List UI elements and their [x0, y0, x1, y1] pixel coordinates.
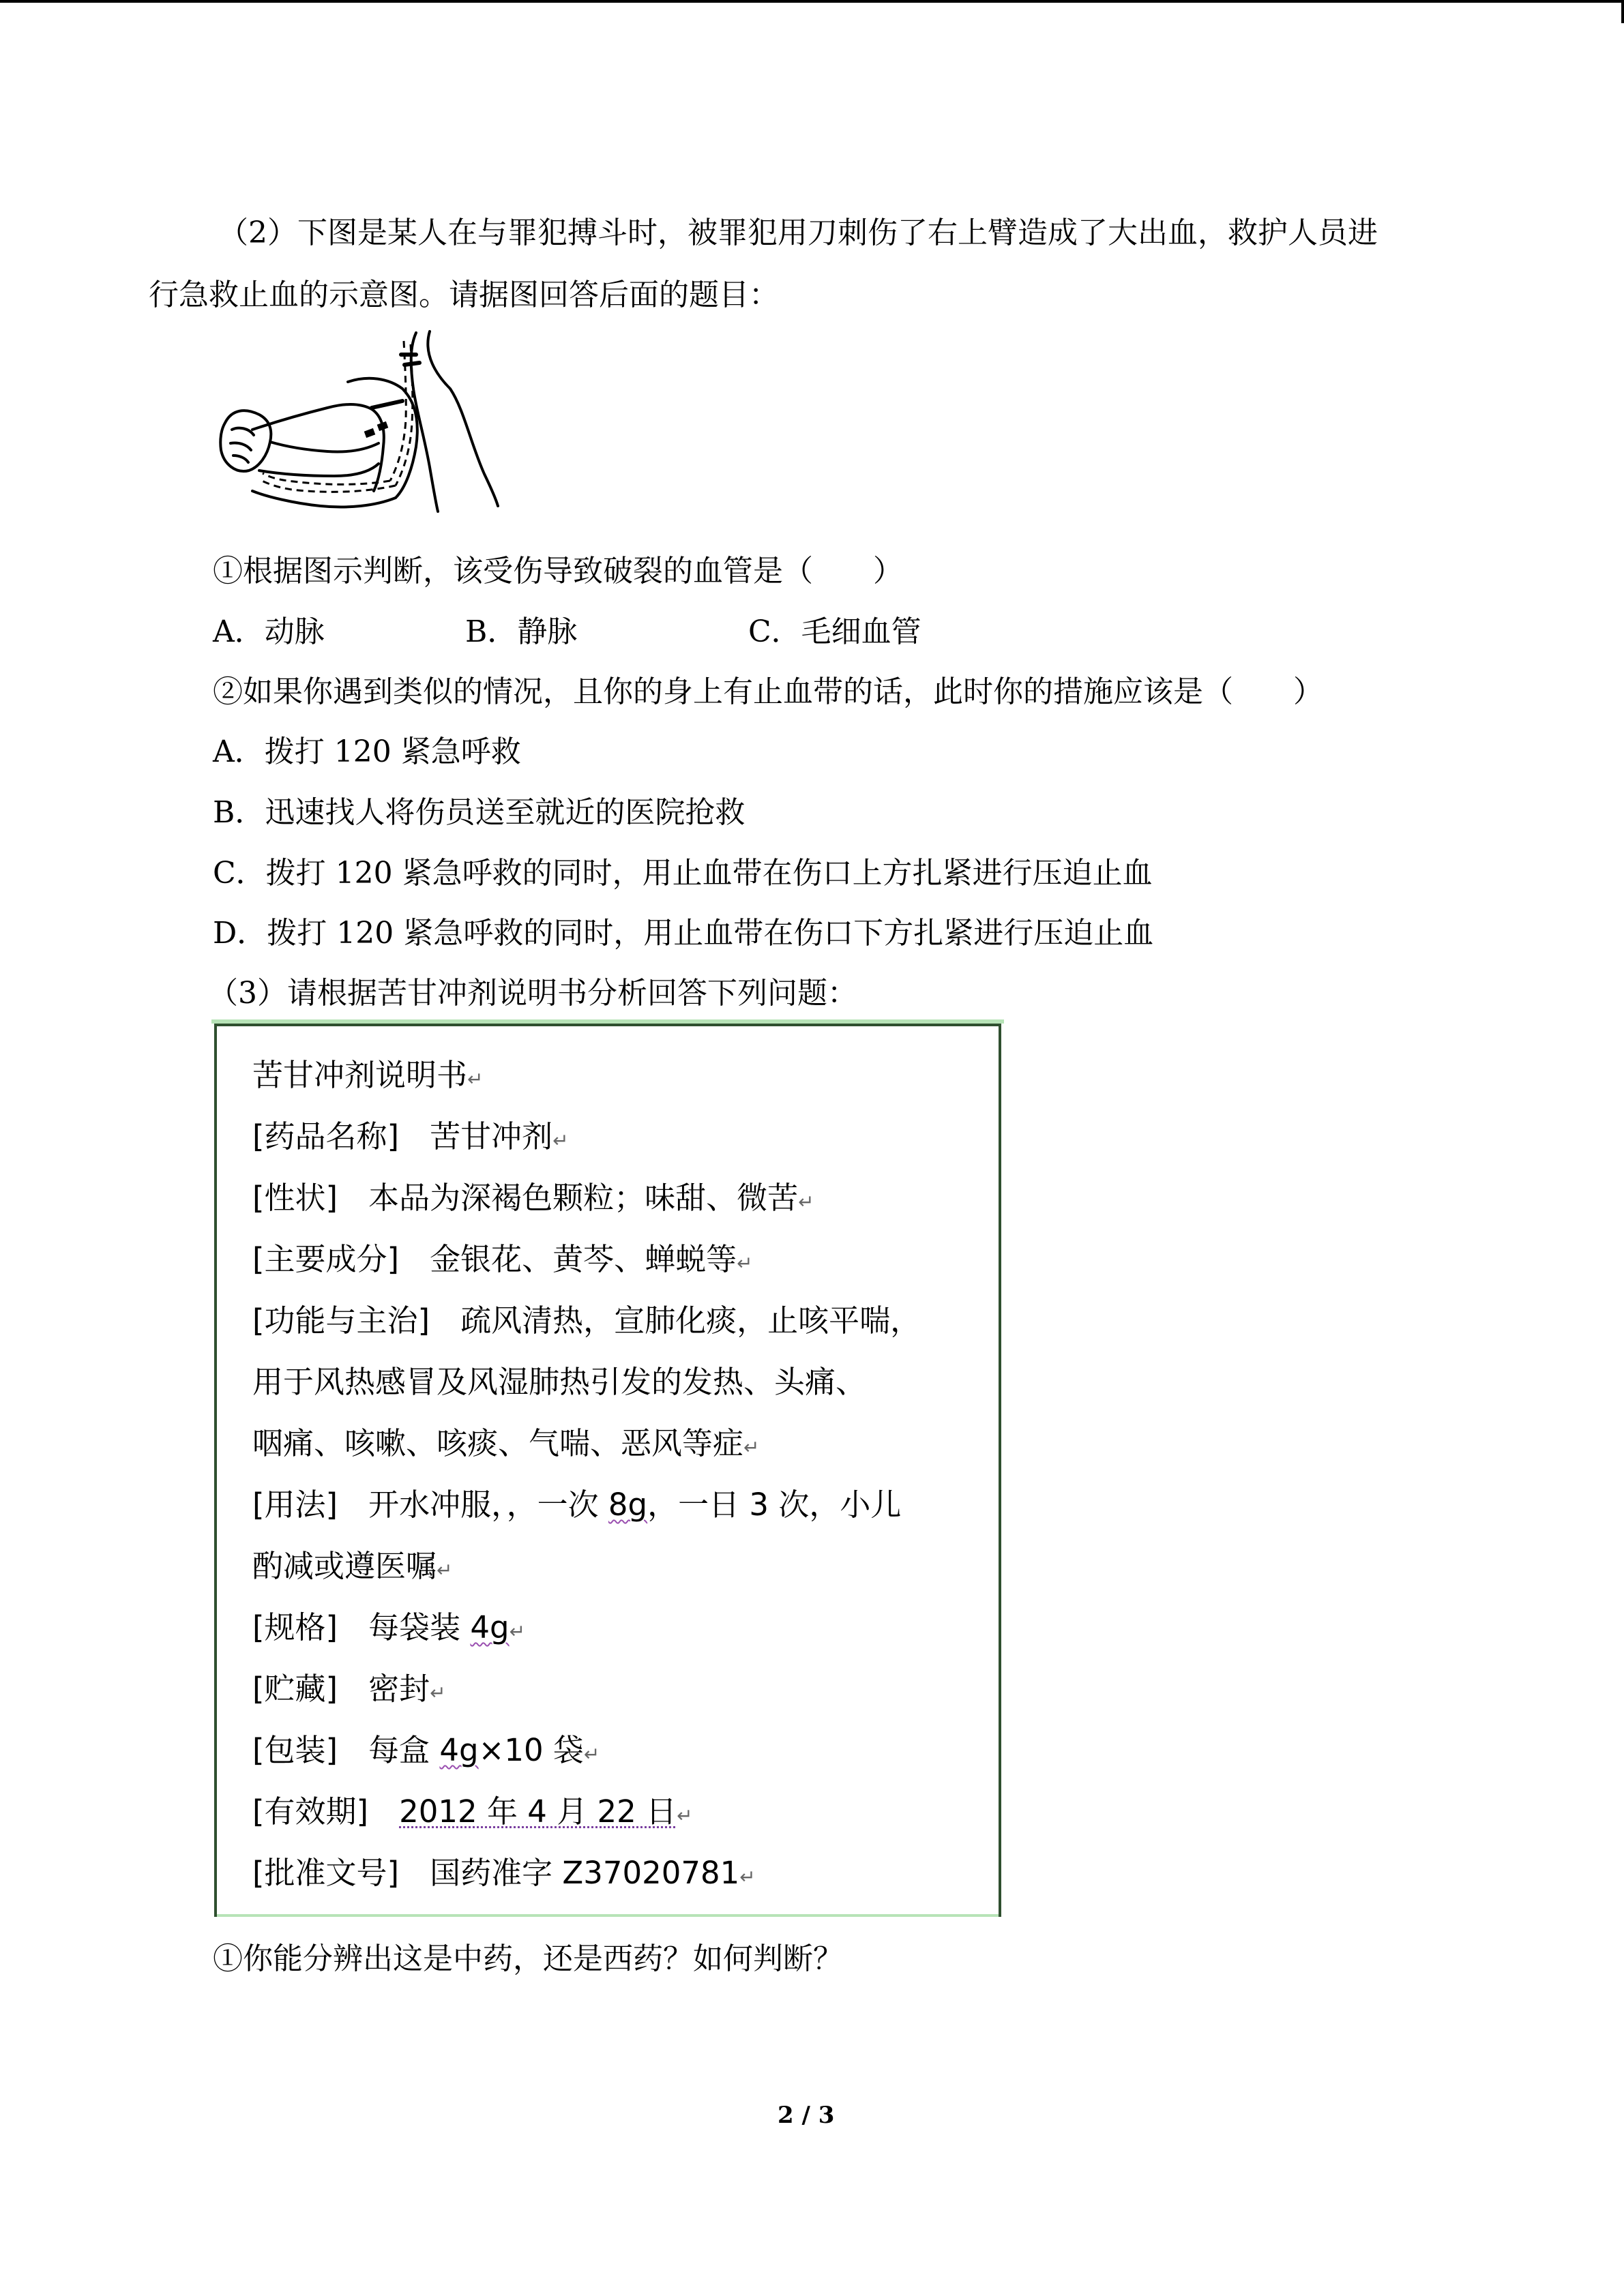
- insert-approval-number: [批准文号] 国药准字 Z37020781↵: [252, 1855, 756, 1891]
- insert-expiry: [有效期] 2012 年 4 月 22 日↵: [252, 1793, 693, 1830]
- q2-sub2-question: ②如果你遇到类似的情况，且你的身上有止血带的话，此时你的措施应该是（ ）: [213, 674, 1323, 709]
- q2-intro-line1: （2）下图是某人在与罪犯搏斗时，被罪犯用刀刺伤了右上臂造成了大出血，救护人员进: [218, 215, 1378, 250]
- page-number: 2 / 3: [778, 2102, 835, 2129]
- q2-sub2-option-b: B．迅速找人将伤员送至就近的医院抢救: [213, 795, 745, 830]
- insert-traits: [性状] 本品为深褐色颗粒；味甜、微苦↵: [252, 1180, 814, 1216]
- insert-drug-name: [药品名称] 苦甘冲剂↵: [252, 1118, 569, 1154]
- medicine-insert-box: [214, 1023, 1001, 1917]
- insert-usage-line1: [用法] 开水冲服，，一次 8g，一日 3 次，小儿: [252, 1487, 902, 1523]
- page-corner-mark: [1621, 0, 1624, 23]
- insert-package: [包装] 每盒 4g×10 袋↵: [252, 1732, 600, 1768]
- q2-sub2-option-a: A．拨打 120 紧急呼救: [213, 734, 521, 769]
- q2-sub1-option-c: C．毛细血管: [748, 614, 921, 649]
- q2-sub1-option-b: B．静脉: [465, 614, 578, 649]
- q2-sub2-option-c: C．拨打 120 紧急呼救的同时，用止血带在伤口上方扎紧进行压迫止血: [213, 856, 1153, 891]
- insert-usage-line2: 酌减或遵医嘱↵: [252, 1548, 453, 1584]
- insert-function-line3: 咽痛、咳嗽、咳痰、气喘、恶风等症↵: [252, 1425, 760, 1461]
- q3-sub1-question: ①你能分辨出这是中药，还是西药？如何判断？: [213, 1941, 843, 1976]
- q2-sub1-option-a: A．动脉: [213, 614, 325, 649]
- insert-ingredients: [主要成分] 金银花、黄芩、蝉蜕等↵: [252, 1241, 753, 1277]
- q2-intro-line2: 行急救止血的示意图。请据图回答后面的题目：: [149, 278, 779, 312]
- arm-tourniquet-illustration: [211, 327, 505, 518]
- insert-function-line1: [功能与主治] 疏风清热，宣肺化痰，止咳平喘，: [252, 1302, 921, 1339]
- insert-title: 苦甘冲剂说明书↵: [252, 1057, 484, 1093]
- insert-storage: [贮藏] 密封↵: [252, 1671, 446, 1707]
- insert-spec: [规格] 每袋装 4g↵: [252, 1609, 526, 1645]
- page-top-border: [0, 0, 1624, 3]
- q2-sub1-question: ①根据图示判断，该受伤导致破裂的血管是（ ）: [213, 554, 903, 588]
- q3-intro: （3）请根据苦甘冲剂说明书分析回答下列问题：: [208, 976, 857, 1011]
- insert-box-rim: [211, 1019, 1004, 1024]
- q2-sub2-option-d: D．拨打 120 紧急呼救的同时，用止血带在伤口下方扎紧进行压迫止血: [213, 916, 1154, 951]
- insert-function-line2: 用于风热感冒及风湿肺热引发的发热、头痛、: [252, 1364, 867, 1400]
